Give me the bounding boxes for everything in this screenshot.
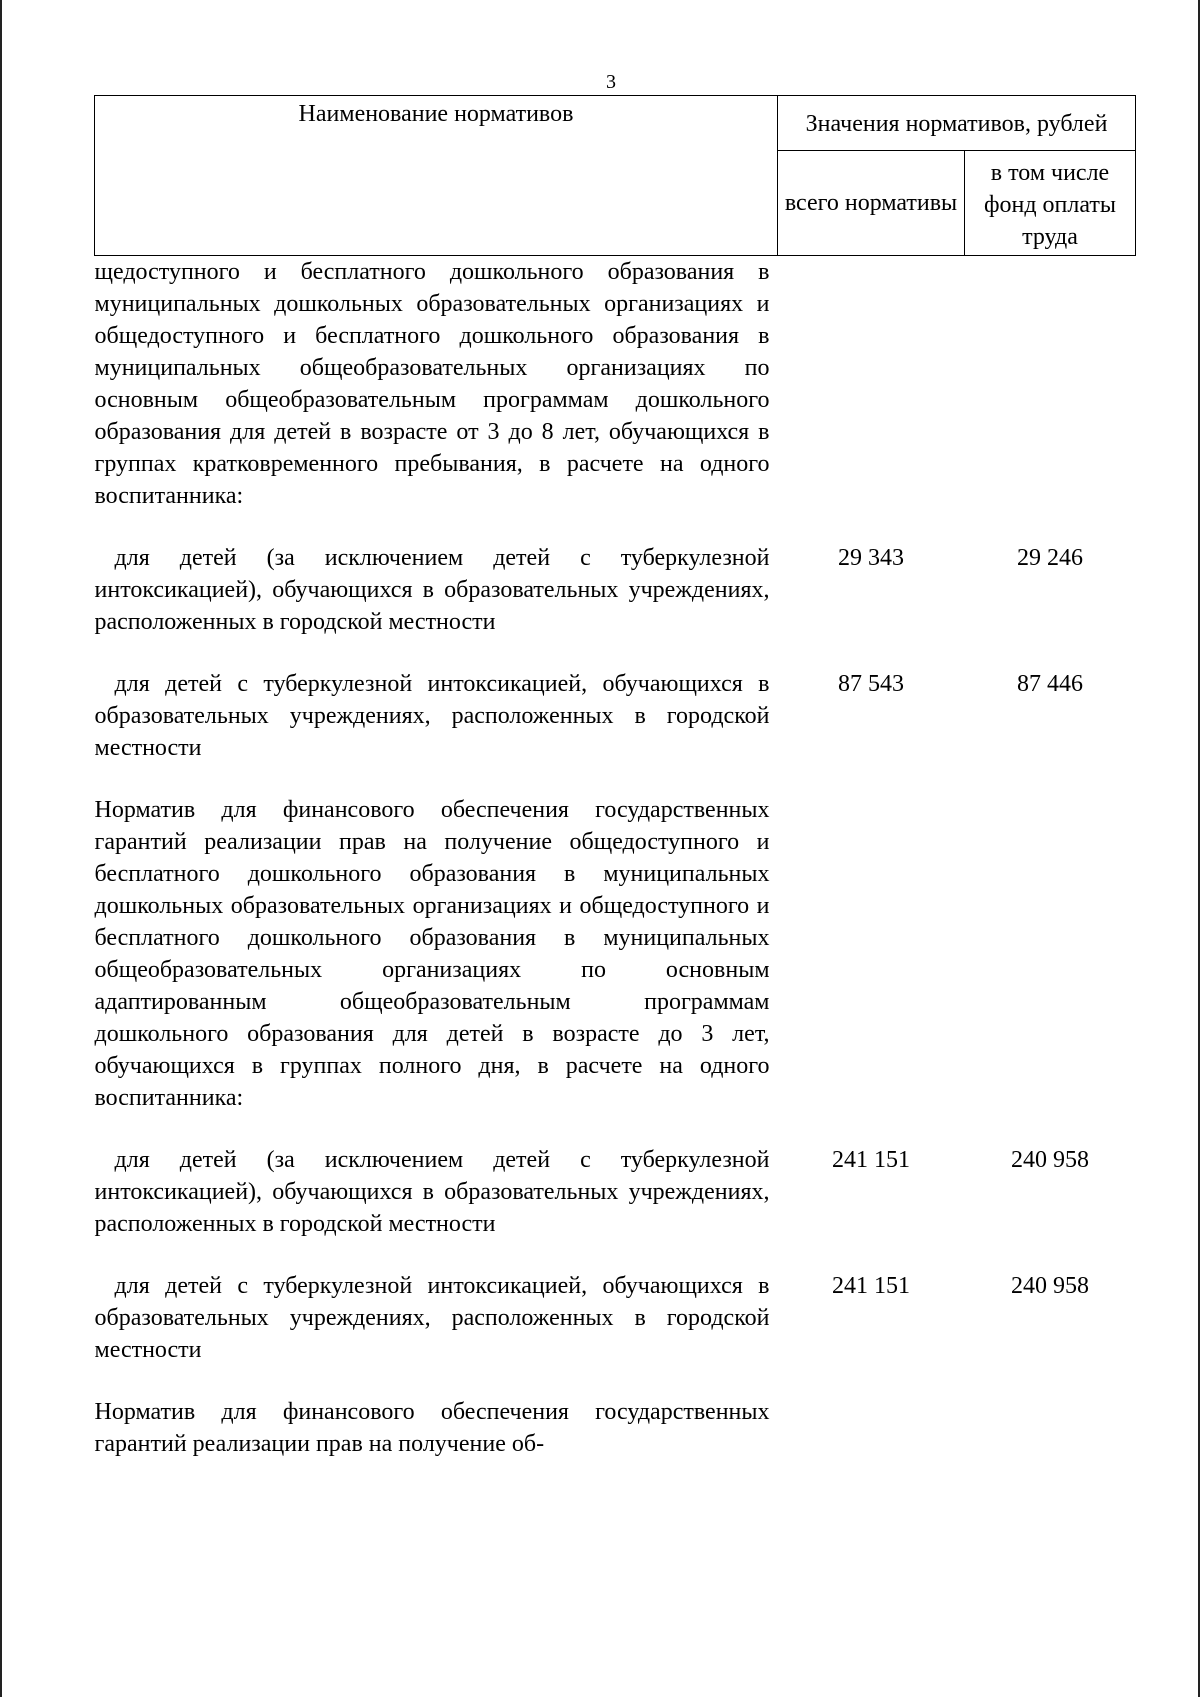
row-total (778, 1396, 965, 1460)
row-total: 29 343 (838, 545, 904, 571)
header-standard-name: Наименование нормативов (95, 96, 778, 256)
row-text: для детей с туберкулезной интоксикацией, обучающихся в образовательных учреждениях, расположенных в городской местности (94, 671, 770, 761)
row-text: для детей (за исключением детей с туберкулезной интоксикацией), обучающихся в образовательных учреждениях, расположенных в городской местности (94, 1147, 770, 1237)
row-total (778, 256, 965, 513)
table-row (95, 542, 1136, 638)
row-total: 241 151 (832, 1147, 910, 1173)
row-text: Норматив для финансового обеспечения государственных гарантий реализации прав на получение об- (94, 1399, 770, 1457)
row-fund (965, 794, 1136, 1114)
table-row (95, 794, 1136, 1114)
page-left-edge (0, 0, 2, 1697)
row-total: 241 151 (832, 1273, 910, 1299)
row-fund: 240 958 (1011, 1147, 1089, 1173)
row-fund: 29 246 (1017, 545, 1083, 571)
page-number: 3 (606, 71, 616, 93)
row-fund: 87 446 (1017, 671, 1083, 697)
row-total (778, 794, 965, 1114)
row-fund: 240 958 (1011, 1273, 1089, 1299)
row-text: щедоступного и бесплатного дошкольного образования в муниципальных дошкольных образовательных организациях и общедоступного и бесплатного дошкольного образования в муниципальных общеобразовательных организациях по основным общеобразовательным программам дошкольного образования для детей в возрасте от 3 до 8 лет, обучающихся в группах кратковременного пребывания, в расчете на одного воспитанника: (94, 259, 770, 509)
table-row (95, 256, 1136, 513)
standards-table (94, 95, 1136, 1460)
table-header-row (95, 96, 1136, 151)
table-row (95, 1396, 1136, 1460)
row-total: 87 543 (838, 671, 904, 697)
header-standard-values: Значения нормативов, рублей (778, 96, 1136, 151)
table-row (95, 1144, 1136, 1240)
row-text: для детей с туберкулезной интоксикацией, обучающихся в образовательных учреждениях, расположенных в городской местности (94, 1273, 770, 1363)
row-text: Норматив для финансового обеспечения государственных гарантий реализации прав на получение общедоступного и бесплатного дошкольного образования в муниципальных дошкольных образовательных организациях и общедоступного и бесплатного дошкольного образования в муниципальных общеобразовательных организациях по основным адаптированным общеобразовательным программам дошкольного образования для детей в возрасте до 3 лет, обучающихся в группах полного дня, в расчете на одного воспитанника: (94, 797, 770, 1111)
header-payroll-fund: в том числе фонд оплаты труда (965, 151, 1136, 256)
row-fund (965, 1396, 1136, 1460)
row-fund (965, 256, 1136, 513)
table-row (95, 1270, 1136, 1366)
row-text: для детей (за исключением детей с туберкулезной интоксикацией), обучающихся в образовательных учреждениях, расположенных в городской местности (94, 545, 770, 635)
header-total: всего нормативы (778, 151, 965, 256)
table-row (95, 668, 1136, 764)
